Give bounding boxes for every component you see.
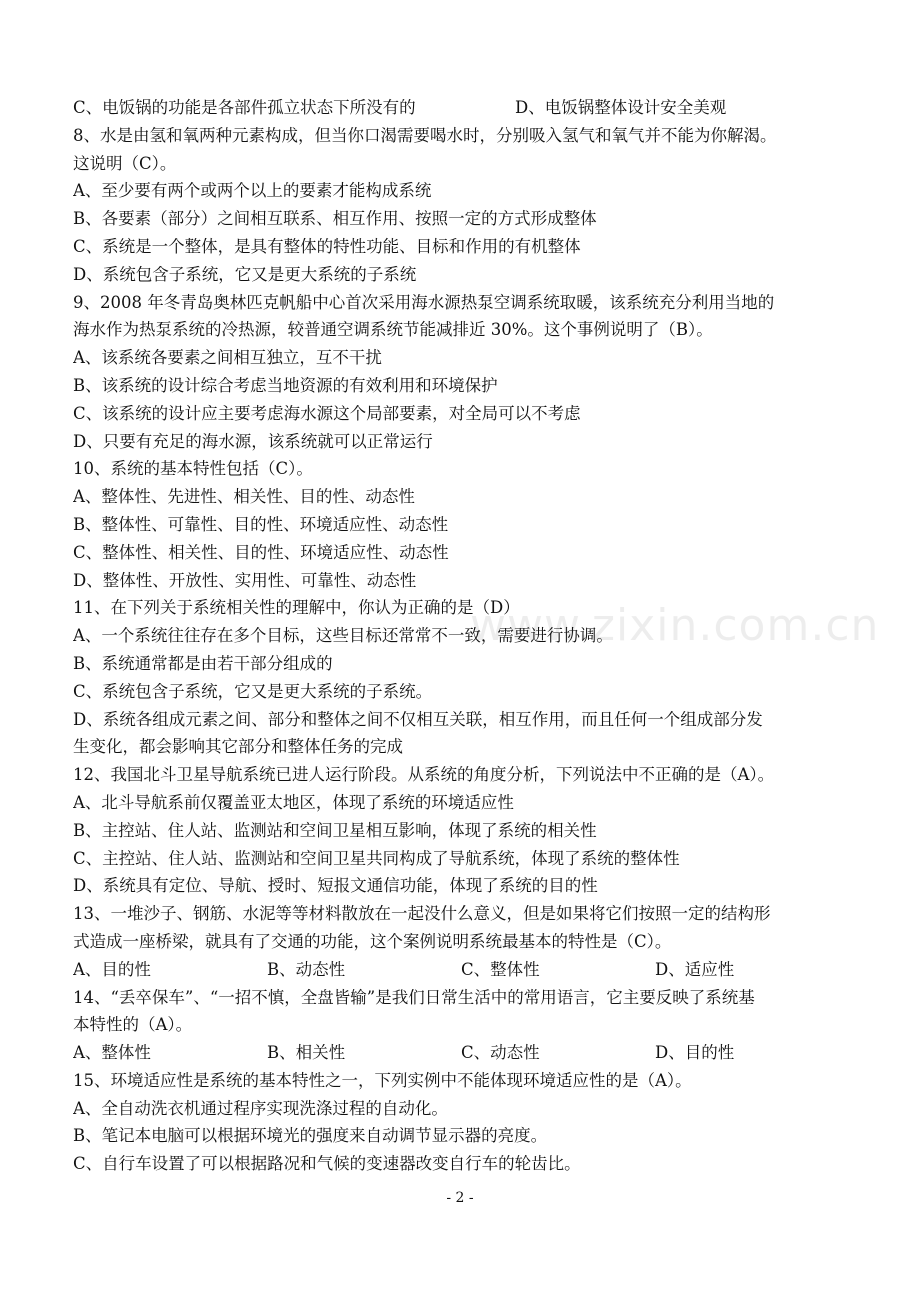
q13-option-b: B、动态性 xyxy=(267,959,346,979)
q13-option-a: A、目的性 xyxy=(73,959,151,979)
watermark: www.zixin.com.cn xyxy=(470,600,880,651)
q10-option-a: A、整体性、先进性、相关性、目的性、动态性 xyxy=(73,487,415,507)
q9-stem: 9、2008 年冬青岛奥林匹克帆船中心首次采用海水源热泵空调系统取暖，该系统充分利用当地的 xyxy=(73,292,775,312)
q15-option-b: B、笔记本电脑可以根据环境光的强度来自动调节显示器的亮度。 xyxy=(73,1126,548,1146)
q9-option-d: D、只要有充足的海水源，该系统就可以正常运行 xyxy=(73,431,433,451)
q8-stem: 8、水是由氢和氧两种元素构成，但当你口渴需要喝水时，分别吸入氢气和氧气并不能为你解渴。 xyxy=(73,125,777,145)
q11-option-d-cont: 生变化，都会影响其它部分和整体任务的完成 xyxy=(73,737,403,757)
q13-stem-cont: 式造成一座桥梁，就具有了交通的功能，这个案例说明系统最基本的特性是（C）。 xyxy=(73,931,672,951)
q14-option-d: D、目的性 xyxy=(655,1043,735,1063)
q14-option-a: A、整体性 xyxy=(73,1043,151,1063)
q10-option-b: B、整体性、可靠性、目的性、环境适应性、动态性 xyxy=(73,514,449,534)
q11-option-c: C、系统包含子系统，它又是更大系统的子系统。 xyxy=(73,681,433,701)
q12-stem: 12、我国北斗卫星导航系统已进人运行阶段。从系统的角度分析，下列说法中不正确的是（A）。 xyxy=(73,765,775,785)
q8-option-c: C、系统是一个整体，是具有整体的特性功能、目标和作用的有机整体 xyxy=(73,236,581,256)
q10-option-c: C、整体性、相关性、目的性、环境适应性、动态性 xyxy=(73,542,449,562)
q14-options xyxy=(73,1039,849,1067)
q13-stem: 13、一堆沙子、钢筋、水泥等等材料散放在一起没什么意义，但是如果将它们按照一定的结构形 xyxy=(73,904,771,924)
q9-option-a: A、该系统各要素之间相互独立，互不干扰 xyxy=(73,348,382,368)
q8-option-d: D、系统包含子系统，它又是更大系统的子系统 xyxy=(73,264,417,284)
q7-option-c: C、电饭锅的功能是各部件孤立状态下所没有的 xyxy=(73,98,416,117)
page-number: - 2 - xyxy=(446,1190,474,1206)
q12-option-a: A、北斗导航系前仅覆盖亚太地区，体现了系统的环境适应性 xyxy=(73,792,514,812)
document-body xyxy=(73,94,849,1178)
q14-option-c: C、动态性 xyxy=(461,1043,540,1063)
q15-option-a: A、全自动洗衣机通过程序实现洗涤过程的自动化。 xyxy=(73,1098,448,1118)
q8-option-b: B、各要素（部分）之间相互联系、相互作用、按照一定的方式形成整体 xyxy=(73,209,597,229)
q11-option-a: A、一个系统往往存在多个目标，这些目标还常常不一致，需要进行协调。 xyxy=(73,626,613,646)
q13-option-d: D、适应性 xyxy=(655,959,735,979)
q14-option-b: B、相关性 xyxy=(267,1043,346,1063)
q11-option-b: B、系统通常都是由若干部分组成的 xyxy=(73,653,333,673)
q10-option-d: D、整体性、开放性、实用性、可靠性、动态性 xyxy=(73,570,417,590)
q13-options xyxy=(73,956,849,984)
q15-stem: 15、环境适应性是系统的基本特性之一，下列实例中不能体现环境适应性的是（A）。 xyxy=(73,1070,692,1090)
q8-option-a: A、至少要有两个或两个以上的要素才能构成系统 xyxy=(73,181,432,201)
q8-stem-cont: 这说明（C）。 xyxy=(73,153,177,173)
q11-option-d: D、系统各组成元素之间、部分和整体之间不仅相互关联，相互作用，而且任何一个组成部分发 xyxy=(73,709,763,729)
q7-options-cd xyxy=(73,94,849,122)
q9-option-b: B、该系统的设计综合考虑当地资源的有效利用和环境保护 xyxy=(73,375,498,395)
q14-stem: 14、“丢卒保车”、“一招不慎，全盘皆输”是我们日常生活中的常用语言，它主要反映了系统基 xyxy=(73,987,755,1007)
q12-option-c: C、主控站、住人站、监测站和空间卫星共同构成了导航系统，体现了系统的整体性 xyxy=(73,848,680,868)
q9-option-c: C、该系统的设计应主要考虑海水源这个局部要素，对全局可以不考虑 xyxy=(73,403,581,423)
q7-option-d: D、电饭锅整体设计安全美观 xyxy=(515,98,727,117)
q12-option-d: D、系统具有定位、导航、授时、短报文通信功能，体现了系统的目的性 xyxy=(73,876,598,896)
q9-stem-cont: 海水作为热泵系统的冷热源，较普通空调系统节能减排近 30%。这个事例说明了（B）。 xyxy=(73,320,713,340)
q11-stem: 11、在下列关于系统相关性的理解中，你认为正确的是（D） xyxy=(73,598,520,618)
q14-stem-cont: 本特性的（A）。 xyxy=(73,1015,193,1035)
q12-option-b: B、主控站、住人站、监测站和空间卫星相互影响，体现了系统的相关性 xyxy=(73,820,597,840)
q13-option-c: C、整体性 xyxy=(461,959,540,979)
q10-stem: 10、系统的基本特性包括（C）。 xyxy=(73,459,313,479)
q15-option-c: C、自行车设置了可以根据路况和气候的变速器改变自行车的轮齿比。 xyxy=(73,1154,581,1174)
